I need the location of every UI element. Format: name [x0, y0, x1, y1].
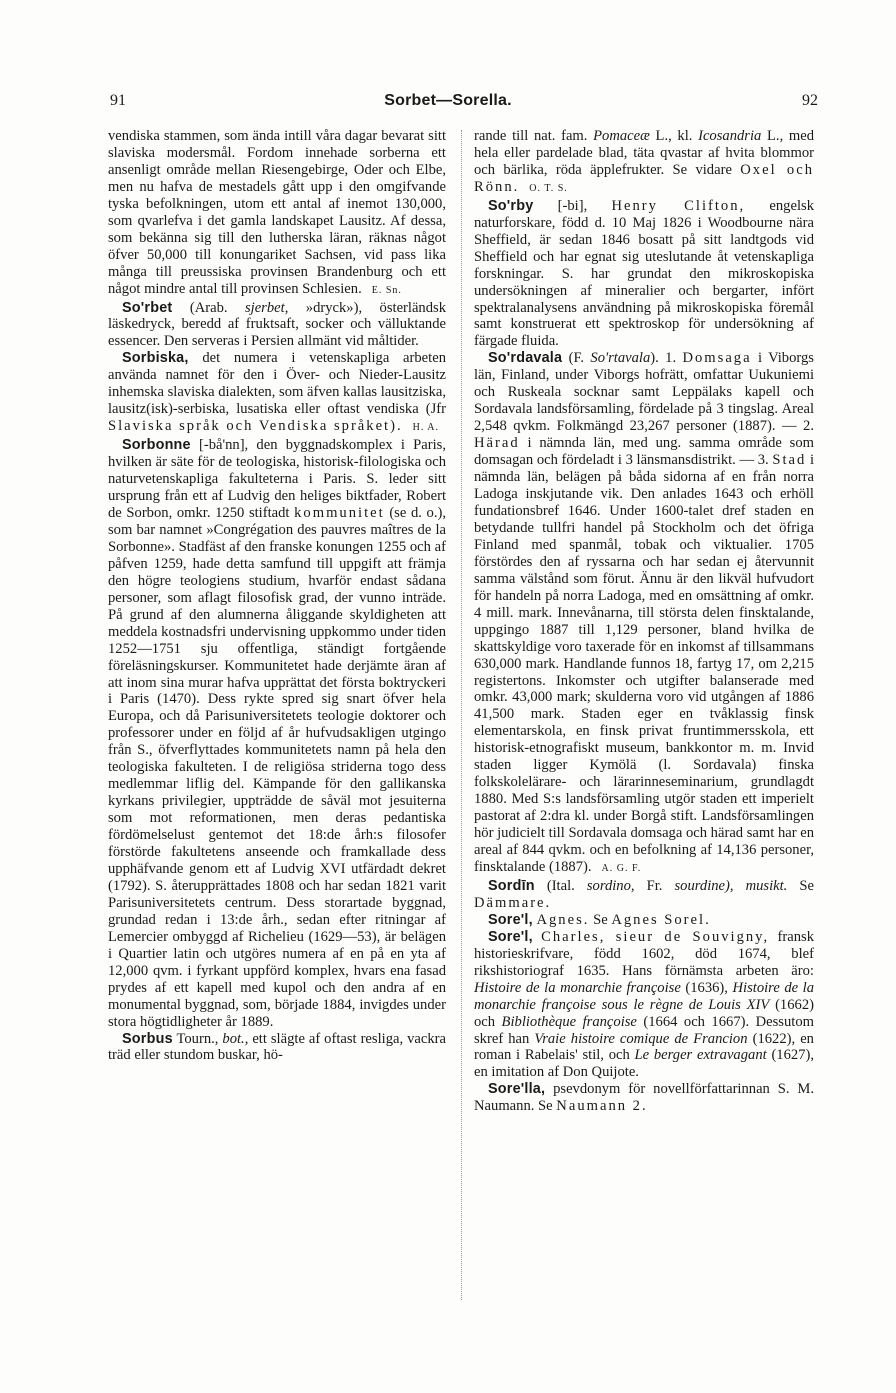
page-number-left: 91 [110, 92, 126, 109]
page-header [0, 92, 896, 114]
headword: Sorbonne [122, 437, 191, 454]
page-number-right: 92 [802, 92, 818, 109]
headword: So'rby [488, 197, 534, 214]
author-signature: H. A. [412, 422, 440, 434]
entry-sorel-charles: Sore'l, Charles, sieur de Souvigny, fransk historieskrifvare, född 1602, död 1674, blef rikshistoriograf 1635. Hans förnämsta arbeten äro: Histoire de la monarchie françoise (1636), Histoire de la monarchie françoise sous le règne de Louis XIV (1662) och Bibliothèque françoise (1664 och 1667). Dessutom skref han Vraie histoire comique de Francion (1622), en roman i Rabelais' stil, och Le berger extravagant (1627), en imitation af Don Quijote. [474, 928, 815, 1081]
author-signature: A. G. F. [601, 862, 642, 874]
headword: Sorbus [122, 1030, 173, 1047]
headword: Sore'l, [488, 928, 533, 945]
entry-sorbiska: Sorbiska, det numera i vetenskapliga arbeten använda namnet för den i Över- och Nieder-Lausitz inhemska slaviska dialekten, som äfven kallas lausitziska, lausitz(isk)-serbiska, lusatiska eller oftast vendiska (Jfr Slaviska språk och Vendiska språket). H. A. [108, 350, 447, 435]
entry-sorbus: Sorbus Tourn., bot., ett slägte af oftast resliga, vackra träd eller stundom buskar, hö- [108, 1030, 446, 1064]
right-column [474, 128, 814, 1115]
entry-sordin: Sordīn (Ital. sordino, Fr. sourdine), musikt. Se Dämmare. [474, 877, 814, 911]
headword: Sorbiska, [122, 350, 189, 367]
headword: Sore'l, [488, 911, 533, 928]
author-signature: E. Sn. [371, 284, 402, 296]
entry-sordavala: So'rdavala (F. So'rtavala). 1. Domsaga i Viborgs län, Finland, under Viborgs hofrätt, omfattar Uukuniemi och Ruskeala socknar samt Leppälaks kapell och Sordavala landsförsamling, fördelade på 3 tingslag. Areal 2,548 qvkm. Folkmängd 23,267 personer (1887). — 2. Härad i nämnda län, med ung. samma område som domsagan och fördeladt i 3 länsmansdistrikt. — 3. Stad i nämnda län, belägen på båda sidorna af en från norra Ladoga inskjutande vik. Den anlades 1643 och erhöll fundationsbref 1646. Under 1600-talet dref staden en betydande tullfri handel på Stockholm och det öfriga Finland med spanmål, tobak och viktualier. 1705 förstördes den af ryssarna och har sedan ej återvunnit samma välstånd som förut. Ännu är den likväl hufvudort för handeln på norra Ladoga, med en omsättning af omkr. 4 mill. mark. Innevånarna, till största delen finsktalande, uppgingo 1887 till 1,129 personer, bland hvilka de skattskyldige voro taxerade för en inkomst af tillsammans 630,000 mark. Handlande funnos 18, fartyg 17, om 2,215 registertons. Inkomster och utgifter balanserade med omkr. 43,000 mark; skulderna voro vid utgången af 1886 41,500 mark. Staden eger en tvåklassig finsk elementarskola, en finsk privat fruntimmersskola, ett historisk-etnografiskt museum, bankkontor m. m. Invid staden ligger Kymölä (l. Sordavala) finska folkskolelärare- och lärarinneseminarium, grundlagdt 1880. Med S:s landsförsamling utgör staden ett imperielt pastorat af 2:dra kl. under Borgå stift. Landsförsamlingen hör judicielt till Sordavala domsaga och härad samt har en areal af 844 qvkm. och en befolkning af 14,136 personer, finsktalande (1887). A. G. F. [474, 350, 815, 875]
entry-sorella: Sore'lla, psevdonym för novellförfattarinnan S. M. Naumann. Se Naumann 2. [474, 1081, 814, 1115]
entry-sorbonne: Sorbonne [-bå'nn], den byggnadskomplex i Paris, hvilken är säte för de teologiska, historisk-filologiska och naturvetenskapliga fakulteterna i Paris. S. leder sitt ursprung från ett af Ludvig den heliges biktfader, Robert de Sorbon, omkr. 1250 stiftadt kommunitet (se d. o.), som bar namnet »Congrégation des pauvres maîtres de la Sorbonne». Stadfäst af den franske konungen 1255 och af påfven 1259, hade detta samfund till uppgift att främja den högre teologiens studium, hvarför endast sådana personer, som aflagt filosofisk grad, der vunno inträde. På grund af den alumnerna åliggande skyldigheten att meddela kostnadsfri undervisning uppkommo under tiden 1252—1751 sju offentliga, ständigt fortgående föreläsningskurser. Kommunitetet hade derjämte äran af att inom sina murar hafva upprättat det första boktryckeri i Paris (1470). Dess rykte spred sig snart öfver hela Europa, och då Parisuniversitetets teologie doktorer och professorer under en följd af år hufvudsakligen utgingo från S., öfverflyttades kommunitetets namn på hela den teologiska fakulteten. I de religiösa striderna togo dess medlemmar liflig del. Kämpande för den gallikanska kyrkans privilegier, uppträdde de såväl mot jesuiterna som mot reformationen, men deras pedantiska fördömelselust gentemot det 18:de årh:s filosofer förstörde fakultetens anseende och framkallade dess upphäfvande genom ett af Ludvig XVI utfärdadt dekret (1792). S. återupprättades 1808 och har sedan 1821 varit Parisuniversitetets centrum. Dess storartade byggnad, grundad redan i 13:de årh., sedan efter ritningar af Lemercier ombyggd af Richelieu (1629—53), är belägen i Quartier latin och utgöres numera af en på en yta af 12,000 qvm. i fyrkant uppförd komplex, hvars ena fasad prydes af ett kapell med kupol och den andra af en monumental byggnad, som, började 1884, invigdes under stora högtidligheter år 1889. [108, 437, 446, 1030]
entry-sorbet: So'rbet (Arab. sjerbet, »dryck»), österländsk läskedryck, beredd af fruktsaft, socker och välluktande essencer. Den serveras i Persien allmänt vid måltider. [108, 299, 447, 350]
headword: Sore'lla, [488, 1081, 546, 1098]
headword: So'rdavala [488, 350, 563, 367]
entry-sorby: So'rby [-bi], Henry Clifton, engelsk naturforskare, född d. 10 Maj 1826 i Woodbourne nära Sheffield, är sedan 1846 bosatt på sitt landtgods vid Sheffield och har egnat sig uteslutande åt vetenskapliga forskningar. S. har grundat den mikroskopiska undersökningen af mineralier och bergarter, infört spektralanalysens användning på mikroskopiska föremål samt konstruerat ett spektroskop för undersökning af färgade fluida. [474, 197, 814, 350]
entry-sorber-continuation: vendiska stammen, som ända intill våra dagar bevarat sitt slaviska modersmål. Fordom innehade sorberna ett ansenligt område mellan Riesengebirge, Oder och Elbe, men nu hafva de mestadels gått upp i den omgifvande tyska befolkningen, utom ett antal af inemot 130,000, som qvarlefva i det gamla landskapet Lausitz. Af dessa, som bekänna sig till den lutherska läran, räknas något öfver 50,000 till konungariket Sachsen, vid pass lika många till preussiska provinsen Brandenburg och ett något mindre antal till provinsen Schlesien. E. Sn. [108, 128, 446, 297]
author-signature: O. T. S. [529, 182, 568, 194]
headword: So'rbet [122, 299, 173, 316]
left-column [108, 128, 446, 1064]
entry-sorbus-continuation: rande till nat. fam. Pomaceæ L., kl. Icosandria L., med hela eller pardelade blad, täta qvastar af hvita blommor och bärlika, röda äpplefrukter. Se vidare Oxel och Rönn. O. T. S. [474, 128, 814, 195]
entry-sorel-agnes: Sore'l, Agnes. Se Agnes Sorel. [488, 911, 711, 928]
headword: Sordīn [488, 877, 535, 894]
running-title: Sorbet—Sorella. [384, 92, 512, 109]
column-divider [461, 130, 463, 1300]
